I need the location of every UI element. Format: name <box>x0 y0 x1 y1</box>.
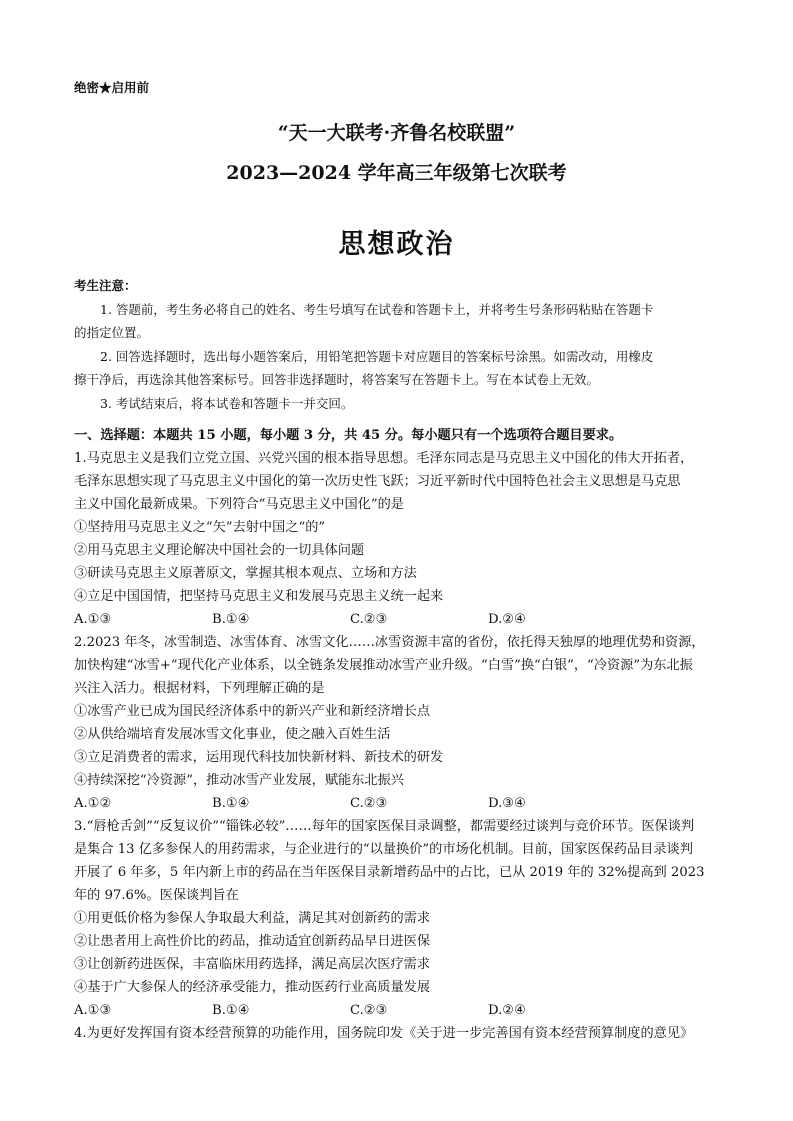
exam-alliance-title: “天一大联考·齐鲁名校联盟” <box>277 122 516 144</box>
answer-options <box>74 999 729 1022</box>
option-b: B.①④ <box>212 612 250 627</box>
question-item: ③让创新药进医保，丰富临床用药选择，满足高层次医疗需求 <box>74 957 431 972</box>
question-item: ①坚持用马克思主义之“矢”去射中国之“的” <box>74 520 326 535</box>
option-a: A.①② <box>74 796 112 811</box>
notes-line: 1. 答题前，考生务必将自己的姓名、考生号填写在试卷和答题卡上，并将考生号条形码粘贴在答题卡 <box>100 301 654 317</box>
answer-options <box>74 792 729 815</box>
option-c: C.②③ <box>350 1003 388 1018</box>
option-b: B.①④ <box>212 1003 250 1018</box>
question-body <box>74 424 729 1045</box>
section-heading: 一、选择题：本题共 15 小题，每小题 3 分，共 45 分。每小题只有一个选项符合题目要求。 <box>74 428 623 443</box>
answer-options <box>74 608 729 631</box>
question-item: ②让患者用上高性价比的药品，推动适宜创新药品早日进医保 <box>74 934 431 949</box>
exam-session-title: 2023—2024 学年高三年级第七次联考 <box>226 162 567 184</box>
question-1 <box>74 447 729 631</box>
question-stem-line: 兴注入活力。根据材料，下列理解正确的是 <box>74 681 325 696</box>
option-a: A.①③ <box>74 1003 112 1018</box>
question-stem-line: 加快构建“冰雪+”现代化产业体系，以全链条发展推动冰雪产业升级。“白雪”换“白银”，“冷资源”为东北振 <box>74 658 693 673</box>
question-item: ①用更低价格为参保人争取最大利益，满足其对创新药的需求 <box>74 911 431 926</box>
question-item: ②用马克思主义理论解决中国社会的一切具体问题 <box>74 543 365 558</box>
option-a: A.①③ <box>74 612 112 627</box>
question-stem-line: 主义中国化最新成果。下列符合“马克思主义中国化”的是 <box>74 497 404 512</box>
option-c: C.②③ <box>350 796 388 811</box>
subject-title: 思想政治 <box>338 229 455 260</box>
question-item: ③研读马克思主义原著原文，掌握其根本观点、立场和方法 <box>74 566 417 581</box>
question-2 <box>74 631 729 815</box>
question-stem-line: 4.为更好发挥国有资本经营预算的功能作用，国务院印发《关于进一步完善国有资本经营预算制度的意见》 <box>74 1026 694 1041</box>
question-stem-line: 是集合 13 亿多参保人的用药需求，与企业进行的“以量换价”的市场化机制。目前，国家医保药品目录谈判 <box>74 842 693 857</box>
question-item: ①冰雪产业已成为国民经济体系中的新兴产业和新经济增长点 <box>74 704 431 719</box>
question-stem-line: 毛泽东思想实现了马克思主义中国化的第一次历史性飞跃；习近平新时代中国特色社会主义思想是马克思 <box>74 474 681 489</box>
question-stem-line: 3.“唇枪舌剑”“反复议价”“锱铢必较”……每年的国家医保目录调整，都需要经过谈判与竞价环节。医保谈判 <box>74 819 695 834</box>
question-item: ④立足中国国情，把坚持马克思主义和发展马克思主义统一起来 <box>74 589 444 604</box>
notes-heading: 考生注意： <box>74 278 137 293</box>
option-c: C.②③ <box>350 612 388 627</box>
question-item: ③立足消费者的需求，运用现代科技加快新材料、新技术的研发 <box>74 750 444 765</box>
notes-line: 的指定位置。 <box>74 325 150 340</box>
option-b: B.①④ <box>212 796 250 811</box>
question-stem-line: 2.2023 年冬，冰雪制造、冰雪体育、冰雪文化……冰雪资源丰富的省份，依托得天独厚的地理优势和资源， <box>74 635 705 650</box>
question-item: ④持续深挖“冷资源”，推动冰雪产业发展，赋能东北振兴 <box>74 773 404 788</box>
confidential-mark: 绝密★启用前 <box>74 80 150 95</box>
question-stem-line: 1.马克思主义是我们立党立国、兴党兴国的根本指导思想。毛泽东同志是马克思主义中国化的伟大开拓者， <box>74 451 694 466</box>
question-stem-line: 开展了 6 年多，5 年内新上市的药品在当年医保目录新增药品中的占比，已从 2019 年的 32%提高到 2023 <box>74 865 705 880</box>
option-d: D.②④ <box>488 612 526 627</box>
exam-notes <box>74 274 724 415</box>
notes-line: 擦干净后，再选涂其他答案标号。回答非选择题时，将答案写在答题卡上。写在本试卷上无效。 <box>74 372 600 387</box>
question-4 <box>74 1022 729 1045</box>
option-d: D.②④ <box>488 1003 526 1018</box>
notes-line: 2. 回答选择题时，选出每小题答案后，用铅笔把答题卡对应题目的答案标号涂黑。如需改动，用橡皮 <box>100 348 654 364</box>
question-3 <box>74 815 729 1022</box>
question-stem-line: 年的 97.6%。医保谈判旨在 <box>74 888 239 903</box>
option-d: D.③④ <box>488 796 526 811</box>
question-item: ②从供给端培育发展冰雪文化事业，使之融入百姓生活 <box>74 727 391 742</box>
question-item: ④基于广大参保人的经济承受能力，推动医药行业高质量发展 <box>74 980 431 995</box>
notes-line: 3. 考试结束后，将本试卷和答题卡一并交回。 <box>100 395 354 411</box>
